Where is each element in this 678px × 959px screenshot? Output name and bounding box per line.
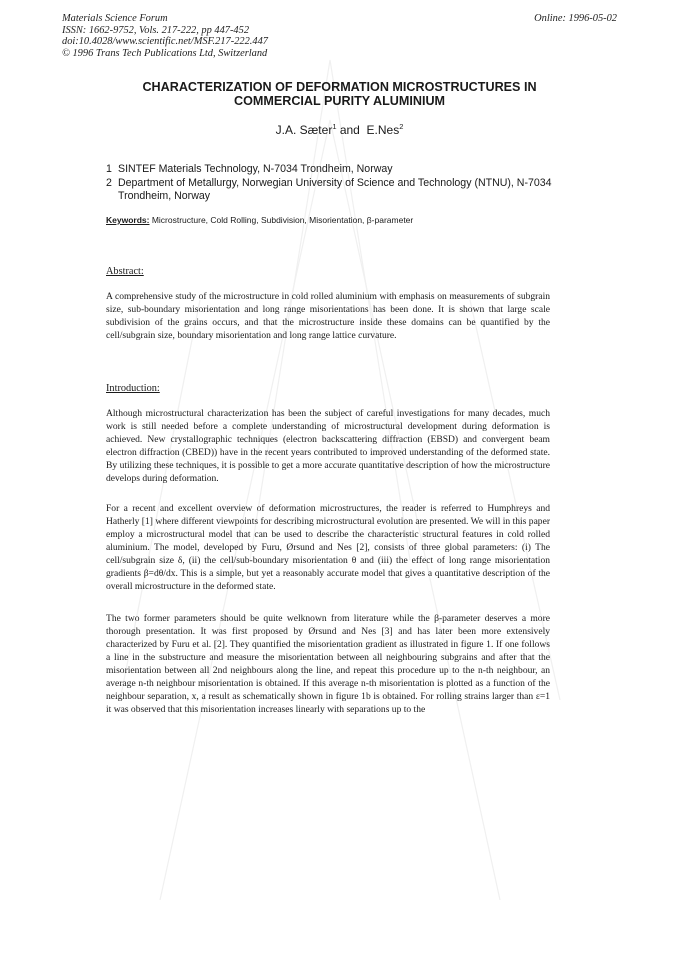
issn-line: ISSN: 1662-9752, Vols. 217-222, pp 447-452 <box>62 24 250 36</box>
keywords-label: Keywords: <box>106 215 150 225</box>
intro-paragraph-3: The two former parameters should be quite welknown from literature while the β-parameter deserves a more thorough presentation. It was first proposed by Ørsund and Nes [3] and has later been more extensively characterized by Furu et al. [2]. They quantified the misorientation gradient as illustrated in figure 1. If one follows a line in the substructure and measure the misorientation between all neighbouring subgrains and after that the misorientation between all 2nd neighbours along the line, and repeat this procedure up to the n-th neighbour, an average n-th neighbour misorientation is obtained. If this average n-th misorientation is plotted as a function of the neighbour separation, x, a result as schematically shown in figure 1b is obtained. For rolling strains larger than ε=1 it was observed that this misorientation increases linearly with separations up to the <box>106 613 550 715</box>
affiliation-1 <box>106 163 576 177</box>
author-line <box>62 122 617 137</box>
affiliation-number: 1 <box>106 163 112 175</box>
intro-paragraph-1: Although microstructural characterization has been the subject of careful investigations for many decades, much work is still needed before a complete understanding of microstructural development during deformation is achieved. New crystallographic techniques (electron backscattering diffraction (EBSD) and convergent beam electron diffraction (CBED)) have in the recent years contributed to improved understanding of the deformed state. By utilizing these techniques, it is possible to get a more accurate quantitative description of how the microstructure develops during deformation. <box>106 408 550 484</box>
title-line-2: COMMERCIAL PURITY ALUMINIUM <box>233 94 446 108</box>
author-and: and <box>336 123 367 137</box>
affiliation-text: Department of Metallurgy, Norwegian University of Science and Technology (NTNU), N-7034 Trondheim, Norway <box>118 176 552 202</box>
keywords <box>106 215 576 225</box>
abstract-body: A comprehensive study of the microstructure in cold rolled aluminium with emphasis on measurements of subgrain size, sub-boundary misorientation and long range misorientations has been done. It is shown that large scale subdivision of the grains occurs, and that the microstructure inside these domains can be quantified by the cell/subgrain size, boundary misorientation and long range lattice curvature. <box>106 291 550 341</box>
introduction-heading: Introduction: <box>106 383 160 394</box>
affiliations <box>106 163 576 204</box>
online-date: Online: 1996-05-02 <box>534 13 617 24</box>
keywords-text: Microstructure, Cold Rolling, Subdivision, Misorientation, β-parameter <box>149 215 414 225</box>
author-1: J.A. Sæter <box>275 123 333 137</box>
author-2-affil: 2 <box>399 122 404 131</box>
author-2: E.Nes <box>366 123 400 137</box>
title-line-1: CHARACTERIZATION OF DEFORMATION MICROSTRUCTURES IN <box>142 80 537 94</box>
doi-line: doi:10.4028/www.scientific.net/MSF.217-222.447 <box>62 36 268 48</box>
affiliation-2 <box>106 177 576 204</box>
copyright-line: © 1996 Trans Tech Publications Ltd, Switzerland <box>62 47 268 59</box>
intro-paragraph-2: For a recent and excellent overview of deformation microstructures, the reader is referred to Humphreys and Hatherly [1] where different viewpoints for describing microstructural evolution are presented. We will in this paper employ a microstructural model that can be used to describe the characteristic structural features in cold rolled aluminium. The model, developed by Furu, Ørsund and Nes [2], consists of three global parameters: (i) The cell/subgrain size δ, (ii) the cell/sub-boundary misorientation θ and (iii) the effect of long range misorientation gradients β=dθ/dx. This is a simple, but yet a reasonably accurate model that gives a quantitative description of the overall microstructure in the deformed state. <box>106 503 550 592</box>
journal-header <box>62 13 617 59</box>
abstract-heading: Abstract: <box>106 266 144 277</box>
paper-title <box>62 80 617 108</box>
journal-name: Materials Science Forum <box>62 13 168 24</box>
affiliation-number: 2 <box>106 176 112 189</box>
author-1-affil: 1 <box>332 122 337 131</box>
affiliation-text: SINTEF Materials Technology, N-7034 Trondheim, Norway <box>118 163 393 175</box>
